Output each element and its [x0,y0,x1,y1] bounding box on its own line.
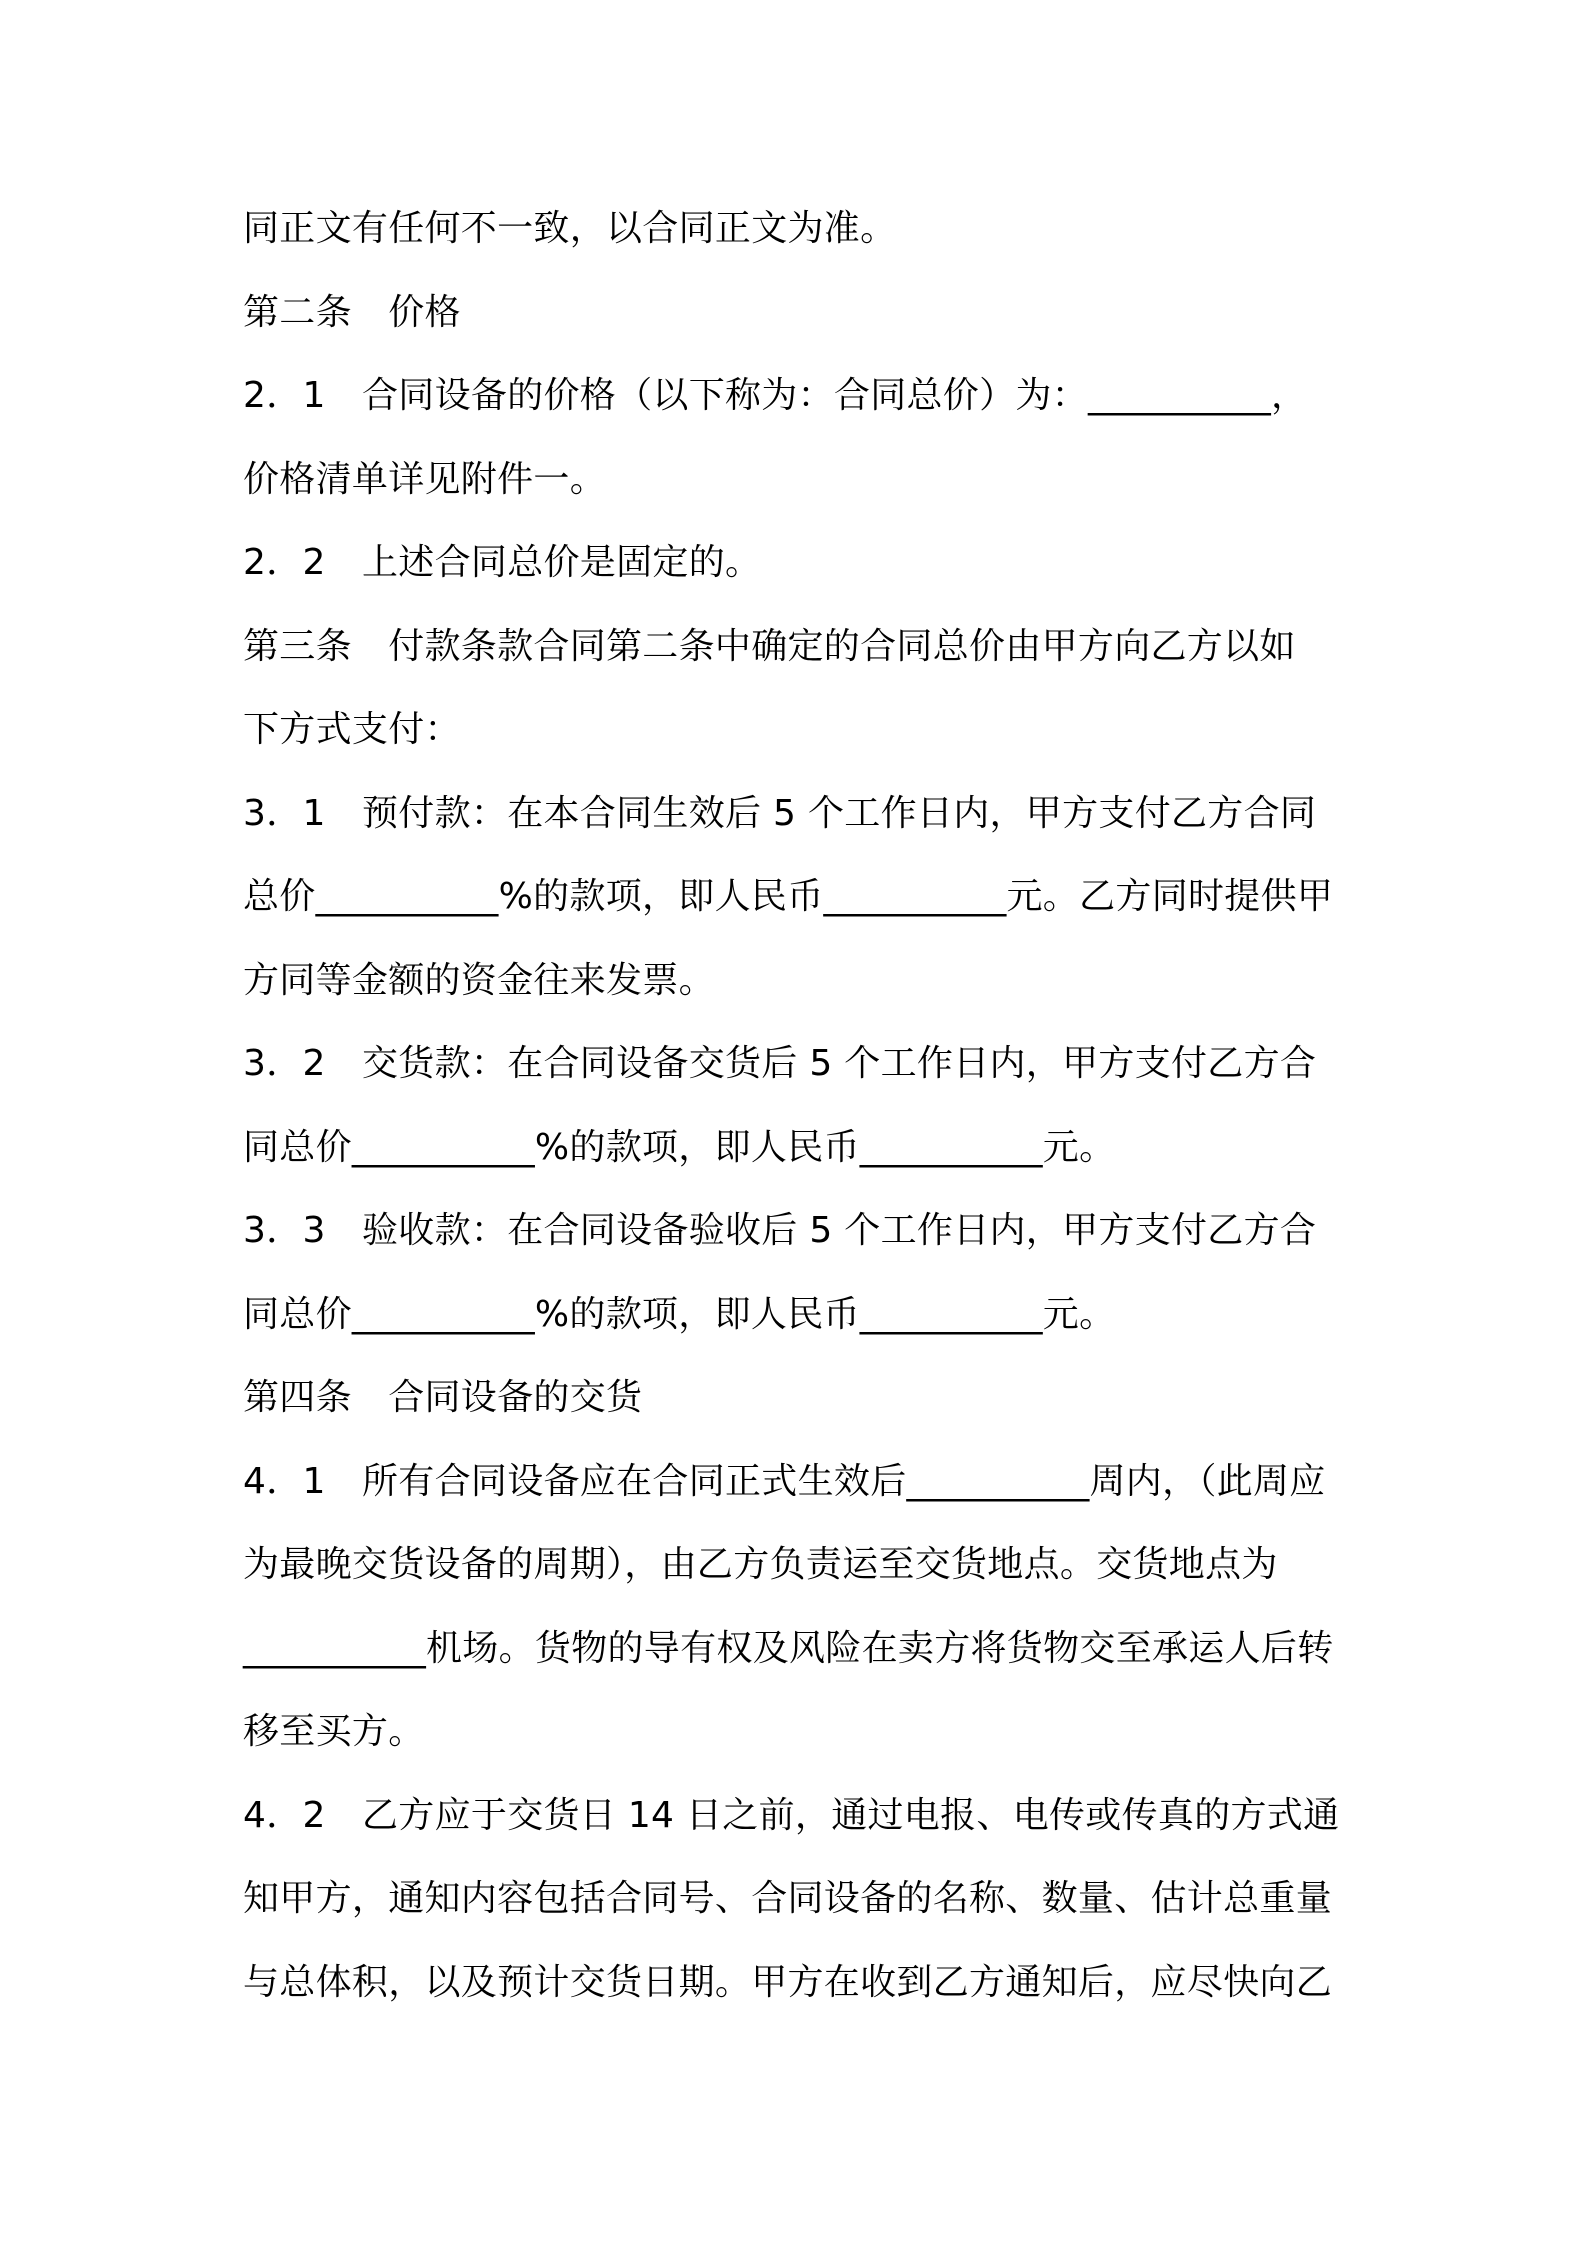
article-heading: 第二条 价格 [243,292,461,333]
text-line: 同正文有任何不一致，以合同正文为准。 [243,208,897,249]
text-line: 价格清单详见附件一。 [243,459,607,500]
text-line: 方同等金额的资金往来发票。 [243,960,715,1001]
clause-line: 3．1 预付款：在本合同生效后 5 个工作日内，甲方支付乙方合同 [243,793,1317,834]
text-line: __________机场。货物的导有权及风险在卖方将货物交至承运人后转 [243,1628,1334,1669]
text-line: 为最晚交货设备的周期），由乙方负责运至交货地点。交货地点为 [243,1544,1278,1585]
clause-line: 4．2 乙方应于交货日 14 日之前，通过电报、电传或传真的方式通 [243,1795,1340,1836]
text-line: 与总体积，以及预计交货日期。甲方在收到乙方通知后，应尽快向乙 [243,1962,1333,2003]
text-line: 知甲方，通知内容包括合同号、合同设备的名称、数量、估计总重量 [243,1878,1333,1919]
clause-line: 3．3 验收款：在合同设备验收后 5 个工作日内，甲方支付乙方合 [243,1210,1317,1251]
text-line: 总价__________%的款项，即人民币__________元。乙方同时提供甲 [243,876,1334,917]
article-heading: 第四条 合同设备的交货 [243,1377,643,1418]
article-heading: 第三条 付款条款合同第二条中确定的合同总价由甲方向乙方以如 [243,626,1296,667]
text-line: 同总价__________%的款项，即人民币__________元。 [243,1127,1116,1168]
clause-line: 3．2 交货款：在合同设备交货后 5 个工作日内，甲方支付乙方合 [243,1043,1317,1084]
clause-line: 4．1 所有合同设备应在合同正式生效后__________周内，（此周应 [243,1461,1326,1502]
clause-line: 2．1 合同设备的价格（以下称为：合同总价）为：__________， [243,375,1308,416]
text-line: 移至买方。 [243,1711,425,1752]
text-line: 同总价__________%的款项，即人民币__________元。 [243,1294,1116,1335]
text-line: 下方式支付： [243,709,461,750]
clause-line: 2．2 上述合同总价是固定的。 [243,542,762,583]
